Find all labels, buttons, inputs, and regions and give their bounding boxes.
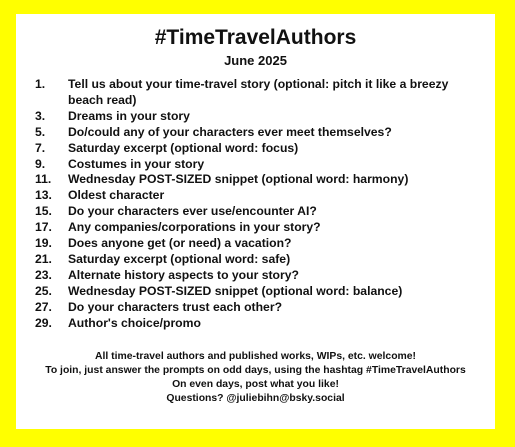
prompt-text: Saturday excerpt (optional word: safe)	[68, 251, 291, 266]
prompt-number: 11.	[35, 172, 52, 187]
prompt-item	[35, 204, 479, 220]
prompt-item	[35, 125, 479, 141]
prompt-number: 23.	[35, 267, 52, 282]
prompt-card	[16, 14, 495, 429]
prompt-list	[16, 77, 495, 332]
prompt-item	[35, 284, 479, 300]
prompt-item	[35, 109, 479, 125]
prompt-item	[35, 188, 479, 204]
prompt-text: Do your characters trust each other?	[68, 299, 283, 314]
prompt-number: 21.	[35, 251, 52, 266]
prompt-item	[35, 77, 479, 109]
prompt-item	[35, 236, 479, 252]
prompt-item	[35, 172, 479, 188]
prompt-number: 15.	[35, 204, 52, 219]
prompt-text: Any companies/corporations in your story?	[68, 220, 321, 235]
prompt-number: 27.	[35, 299, 52, 314]
prompt-text: Alternate history aspects to your story?	[68, 267, 299, 282]
prompt-item	[35, 157, 479, 173]
prompt-text: Does anyone get (or need) a vacation?	[68, 236, 292, 251]
prompt-item	[35, 141, 479, 157]
prompt-number: 19.	[35, 236, 52, 251]
prompt-item	[35, 268, 479, 284]
prompt-number: 3.	[35, 108, 46, 123]
prompt-item	[35, 316, 479, 332]
prompt-text: Wednesday POST-SIZED snippet (optional word: harmony)	[68, 172, 409, 187]
prompt-text: Saturday excerpt (optional word: focus)	[68, 140, 299, 155]
footer-line-instructions: To join, just answer the prompts on odd days, using the hashtag #TimeTravelAuthors	[45, 364, 466, 376]
footer-notes	[16, 350, 495, 406]
prompt-number: 25.	[35, 283, 52, 298]
prompt-number: 9.	[35, 156, 46, 171]
footer-line-welcome: All time-travel authors and published works, WIPs, etc. welcome!	[94, 350, 417, 362]
prompt-text: Do your characters ever use/encounter AI?	[68, 204, 317, 219]
prompt-text: Dreams in your story	[68, 108, 190, 123]
prompt-number: 1.	[35, 77, 46, 91]
prompt-text: Costumes in your story	[68, 156, 205, 171]
prompt-number: 17.	[35, 220, 52, 235]
prompt-number: 29.	[35, 315, 52, 330]
prompt-text: Do/could any of your characters ever meet themselves?	[68, 124, 392, 139]
prompt-text: Oldest character	[68, 188, 165, 203]
footer-line-contact: Questions? @juliebihn@bsky.social	[166, 392, 345, 404]
prompt-item	[35, 252, 479, 268]
footer-line-even-days: On even days, post what you like!	[172, 378, 339, 390]
prompt-number: 5.	[35, 124, 46, 139]
prompt-number: 13.	[35, 188, 52, 203]
prompt-text: Wednesday POST-SIZED snippet (optional word: balance)	[68, 283, 403, 298]
prompt-text: Tell us about your time-travel story (optional: pitch it like a breezy beach read)	[68, 77, 449, 107]
prompt-text: Author's choice/promo	[68, 315, 201, 330]
prompt-item	[35, 220, 479, 236]
page-subtitle: June 2025	[224, 53, 287, 68]
page-title: #TimeTravelAuthors	[154, 26, 357, 49]
prompt-number: 7.	[35, 140, 46, 155]
prompt-item	[35, 300, 479, 316]
